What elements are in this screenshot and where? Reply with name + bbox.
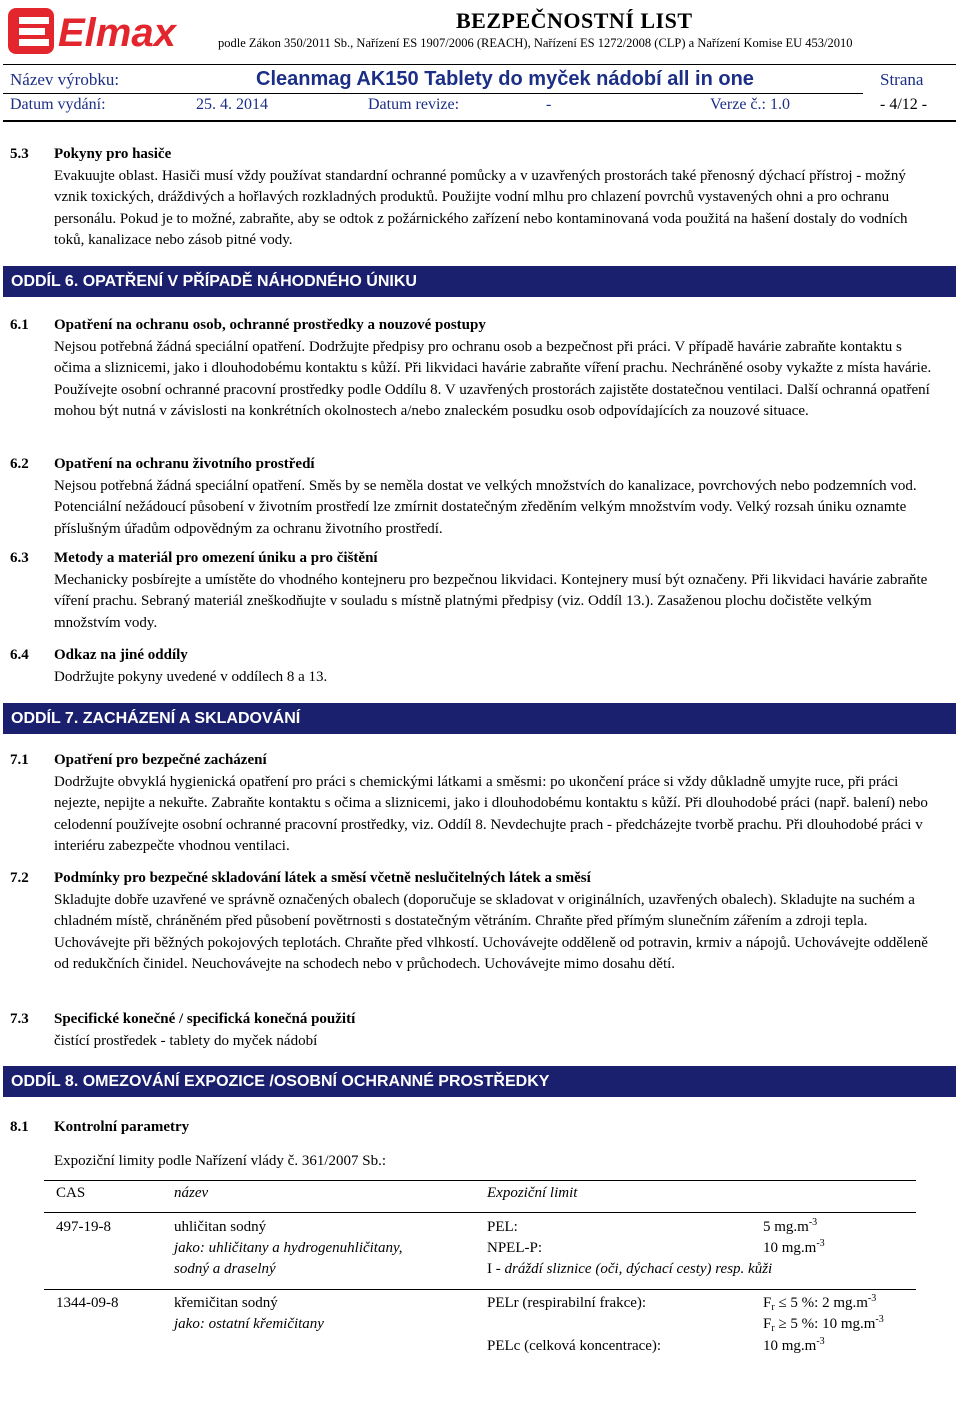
- section-number: 6.4: [10, 647, 29, 663]
- row1-npel-value: 10 $mg.m^{-3}$: [763, 1238, 825, 1256]
- section-text: Nejsou potřebná žádná speciální opatření. Směs by se neměla dostat ve velkých množstvích do kanalizace, povrchových nebo podzemních vod. Potenciální nežádoucí působení v životním prostředí lze zmírnit dostatečným zředěním velkým množstvím vody. Velký rozsah úniku oznamte příslušným úřadům odpovědným za ochranu životního prostředí.: [54, 477, 917, 537]
- elmax-logo: [8, 6, 186, 56]
- section-number: 8.1: [10, 1119, 29, 1135]
- header-limit: Expoziční limit: [487, 1185, 578, 1201]
- section-number: 7.2: [10, 870, 29, 886]
- section-6-1: [10, 315, 940, 423]
- document-title: BEZPEČNOSTNÍ LIST: [456, 8, 693, 33]
- row2-name-alt: jako: ostatní křemičitany: [174, 1316, 324, 1332]
- section-title: Pokyny pro hasiče: [54, 146, 172, 162]
- section-number: 7.1: [10, 752, 29, 768]
- issue-date-label: Datum vydání:: [10, 96, 106, 113]
- revision-date: -: [546, 96, 552, 113]
- exposure-limits-table: [44, 1172, 916, 1394]
- header-name: název: [174, 1185, 209, 1201]
- row1-irritation-note: I - dráždí sliznice (oči, dýchací cesty) resp. kůži: [487, 1261, 773, 1277]
- section-bar-8: ODDÍL 8. OMEZOVÁNÍ EXPOZICE /OSOBNÍ OCHRANNÉ PROSTŘEDKY: [3, 1066, 956, 1097]
- header-bottom-rule: [3, 120, 956, 122]
- section-bar-7: ODDÍL 7. ZACHÁZENÍ A SKLADOVÁNÍ: [3, 703, 956, 734]
- row1-name: uhličitan sodný: [174, 1219, 267, 1235]
- header-bottom-border: [44, 1212, 916, 1213]
- product-name: Cleanmag AK150 Tablety do myček nádobí all in one: [256, 68, 754, 90]
- revision-date-label: Datum revize:: [368, 96, 460, 113]
- section-title: Opatření na ochranu osob, ochranné prostředky a nouzové postupy: [54, 317, 486, 333]
- section-8-1: [10, 1117, 940, 1139]
- row2-pelc-label: PELc (celková koncentrace):: [487, 1338, 662, 1354]
- section-text: Nejsou potřebná žádná speciální opatření. Dodržujte předpisy pro ochranu osob a bezpečnost při práci. V případě havárie zabraňte kontaktu s očima a sliznicemi, jako i dlouhodobému kontaktu s kůží. Při likvidaci havárie zabraňte víření prachu. Nechráněné osoby vykažte z místa havárie. Používejte osobní ochranné pracovní prostředky podle Oddílu 8. V uzavřených prostorách zajistěte dostatečnou ventilaci. Další ochranná opatření mohou být nutná v závislosti na konkrétních okolnostech a/nebo znaleckém posudku osob odpovídajících za nouzové situace.: [54, 338, 932, 419]
- issue-date: 25. 4. 2014: [196, 96, 268, 113]
- row2-pelc-value: 10 $mg.m^{-3}$: [763, 1336, 825, 1354]
- header-divider: [3, 64, 956, 65]
- row2-pelr-label: PELr (respirabilní frakce):: [487, 1295, 647, 1311]
- page-number: - 4/12 -: [880, 96, 928, 113]
- section-title: Opatření na ochranu životního prostředí: [54, 456, 315, 472]
- section-number: 6.1: [10, 317, 29, 333]
- row1-npel-label: NPEL-P:: [487, 1240, 543, 1256]
- section-5-3: [10, 144, 940, 252]
- section-number: 7.3: [10, 1011, 29, 1027]
- section-7-1: [10, 750, 940, 858]
- section-6-4: [10, 645, 940, 688]
- section-title: Specifické konečné / specifická konečná použití: [54, 1011, 356, 1027]
- section-title: Kontrolní parametry: [54, 1119, 190, 1135]
- section-text: Dodržujte pokyny uvedené v oddílech 8 a 13.: [54, 668, 328, 685]
- section-text: Evakuujte oblast. Hasiči musí vždy používat standardní ochranné pomůcky a v uzavřených prostorách také přenosný dýchací přístroj - možný vznik toxických, dráždivých a hořlavých rozkladných produktů. Použijte vodní mlhu pro chlazení povrchů vystavených ohni a pro ochranu personálu. Pokud je to možné, zabraňte, aby se odtok z požárnického zařízení nebo kontaminovaná voda použitá na hašení dostaly do vodních toků, kanalizace nebo zásob pitné vody.: [54, 167, 908, 248]
- row2-cas: 1344-09-8: [56, 1295, 119, 1311]
- product-label: Název výrobku:: [10, 70, 120, 89]
- logo-text: Elmax: [58, 11, 176, 55]
- row2-pelr-value-2: $F_r \ge 5$ %: 10 $mg.m^{-3}$: [763, 1314, 884, 1334]
- header-row-divider: [3, 93, 863, 94]
- row1-cas: 497-19-8: [56, 1219, 111, 1235]
- section-7-2: [10, 868, 940, 976]
- section-6-2: [10, 454, 940, 540]
- section-7-3: [10, 1009, 940, 1052]
- section-bar-6: ODDÍL 6. OPATŘENÍ V PŘÍPADĚ NÁHODNÉHO ÚNIKU: [3, 266, 956, 297]
- table-top-border: [44, 1180, 916, 1181]
- section-title: Odkaz na jiné oddíly: [54, 647, 188, 663]
- header-cas: CAS: [56, 1185, 86, 1201]
- row1-name-alt-1: jako: uhličitany a hydrogenuhličitany,: [174, 1240, 403, 1256]
- section-text: Mechanicky posbírejte a umístěte do vhodného kontejneru pro bezpečnou likvidaci. Kontejnery musí být označeny. Při likvidaci havárie zabraňte víření prachu. Sebraný materiál zneškodňujte v souladu s místně platnými předpisy (viz. Oddíl 13.). Zasaženou plochu dočistěte velkým množstvím vody.: [54, 571, 928, 631]
- section-title: Metody a materiál pro omezení úniku a pro čištění: [54, 550, 378, 566]
- section-text: čistící prostředek - tablety do myček nádobí: [54, 1032, 318, 1049]
- row1-name-alt-2: sodný a draselný: [174, 1261, 276, 1277]
- row2-pelr-value-1: $F_r \le 5$ %: 2 $mg.m^{-3}$: [763, 1293, 877, 1313]
- row1-pel-value: 5 $mg.m^{-3}$: [763, 1217, 818, 1235]
- section-number: 6.3: [10, 550, 29, 566]
- page-label: Strana: [880, 70, 924, 89]
- regulation-line: podle Zákon 350/2011 Sb., Nařízení ES 1907/2006 (REACH), Nařízení ES 1272/2008 (CLP) a Nařízení Komise EU 453/2010: [218, 36, 853, 50]
- section-text: Dodržujte obvyklá hygienická opatření pro práci s chemickými látkami a směsmi: po ukončení práce si vždy důkladně umyjte ruce, při práci nejezte, nepijte a nekuřte. Zabraňte kontaktu s očima a sliznicemi, jako i dlouhodobému kontaktu s kůží. Při dlouhodobé práci (např. balení) nebo celodenní používejte osobní ochranné pracovní prostředky, viz. Oddíl 8. Nevdechujte prach - předcházejte tvorbě prachu. Při dlouhodobé práci v interiéru zabezpečte vhodnou ventilaci.: [54, 773, 928, 854]
- section-6-3: [10, 548, 940, 634]
- row1-bottom-border: [44, 1289, 916, 1290]
- version: Verze č.: 1.0: [710, 96, 790, 113]
- section-number: 5.3: [10, 146, 29, 162]
- section-title: Opatření pro bezpečné zacházení: [54, 752, 267, 768]
- row1-pel-label: PEL:: [487, 1219, 518, 1235]
- limits-intro: Expoziční limity podle Nařízení vlády č. 361/2007 Sb.:: [54, 1153, 387, 1169]
- row2-name: křemičitan sodný: [174, 1295, 278, 1311]
- section-title: Podmínky pro bezpečné skladování látek a směsí včetně neslučitelných látek a směsí: [54, 870, 591, 886]
- section-number: 6.2: [10, 456, 29, 472]
- section-text: Skladujte dobře uzavřené ve správně označených obalech (doporučuje se skladovat v originálních, uzavřených obalech). Skladujte na suchém a chladném místě, chráněném před působení povětrnosti s dostatečným větráním. Chraňte před přímým slunečním zářením a zdroji tepla. Uchovávejte při běžných pokojových teplotách. Chraňte před vlhkostí. Uchovávejte odděleně od potravin, krmiv a nápojů. Uchovávejte odděleně od redukčních činidel. Neuchovávejte na schodech nebo v průchodech. Uchovávejte mimo dosahu dětí.: [54, 891, 928, 972]
